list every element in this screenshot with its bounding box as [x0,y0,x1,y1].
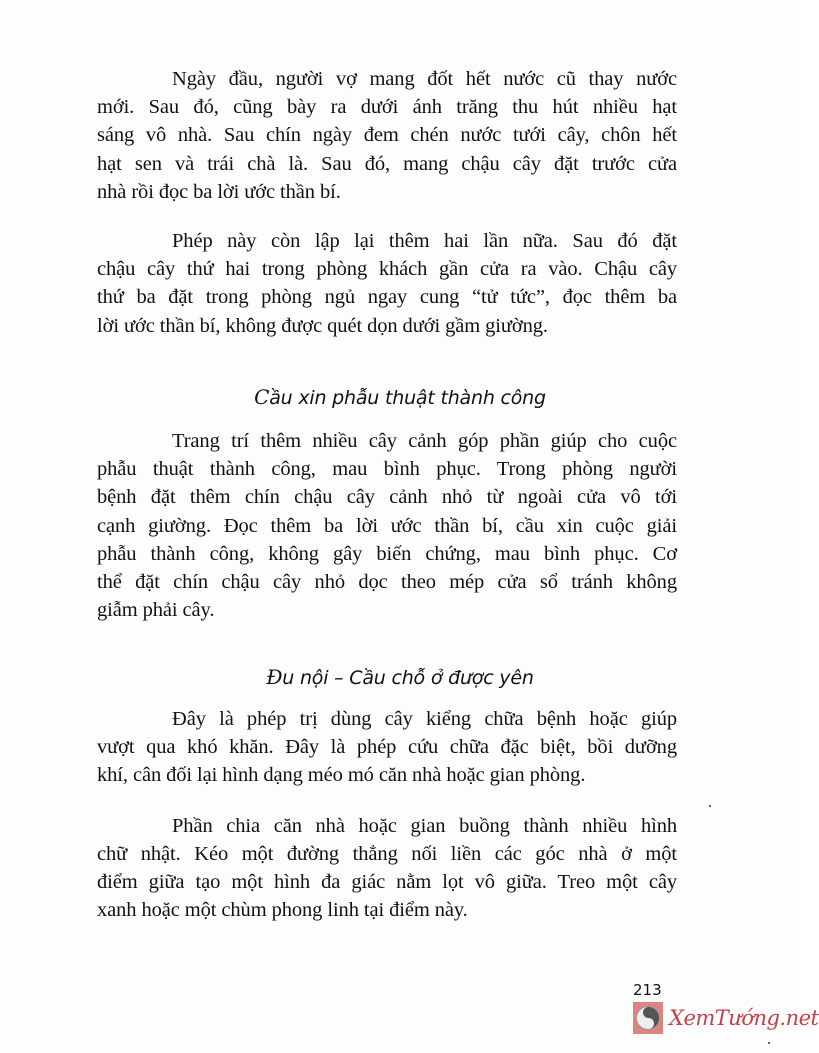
heading-text: ầu xin phẫu thuật thành công [269,387,546,409]
text-line: Ngày đầu, người vợ mang đốt hết nước cũ thay nước [172,68,677,90]
text-line: giẫm phải cây. [97,599,215,622]
scan-speck [709,805,711,807]
text-line: lời ước thần bí, không được quét dọn dưới gầm giường. [97,314,548,337]
text-line: Phần chia căn nhà hoặc gian buồng thành nhiều hình [172,814,677,837]
text-section-3 [97,705,677,924]
text-line: phẫu thuật thành công, mau bình phục. Trong phòng người [97,458,677,481]
scan-speck [768,1042,770,1044]
text-line: mới. Sau đó, cũng bày ra dưới ánh trăng thu hút nhiều hạt [97,96,677,119]
paragraph [97,65,677,206]
text-line: bệnh đặt thêm chín chậu cây cảnh nhỏ từ ngoài cửa vô tới [97,486,677,509]
yin-yang-icon [637,1007,659,1029]
text-line: cạnh giường. Đọc thêm ba lời ước thần bí, cầu xin cuộc giải [97,514,677,537]
section-heading-surgery [0,385,800,409]
text-line: hạt sen và trái chà là. Sau đó, mang chậu cây đặt trước cửa [97,152,677,175]
text-line: nhà rồi đọc ba lời ước thần bí. [97,180,341,203]
text-line: điểm giữa tạo một hình đa giác nằm lọt vô giữa. Treo một cây [97,870,677,893]
section-heading-home [0,665,800,689]
watermark-logo[interactable] [633,1002,819,1034]
text-section-2 [97,427,677,624]
text-line: vượt qua khó khăn. Đây là phép cứu chữa đặc biệt, bồi dưỡng [97,736,677,759]
text-line: Phép này còn lập lại thêm hai lần nữa. Sau đó đặt [172,229,677,252]
paragraph [97,427,677,624]
text-line: Trang trí thêm nhiều cây cảnh góp phần giúp cho cuộc [172,430,677,452]
watermark-text: XemTướng.net [669,1006,819,1030]
text-line: chậu cây thứ hai trong phòng khách gần cửa ra vào. Chậu cây [97,258,677,281]
text-line: thể đặt chín chậu cây nhỏ dọc theo mép cửa sổ tránh không [97,570,677,593]
text-line: sáng vô nhà. Sau chín ngày đem chén nước tưới cây, chôn hết [97,124,677,147]
text-line: khí, cân đối lại hình dạng méo mó căn nhà hoặc gian phòng. [97,764,586,787]
page-number: 213 [633,981,662,999]
paragraph [97,227,677,340]
heading-initial: Đ [266,665,283,689]
text-section-1 [97,65,677,340]
paragraph [97,812,677,925]
text-line: xanh hoặc một chùm phong linh tại điểm này. [97,899,468,922]
text-line: Đây là phép trị dùng cây kiểng chữa bệnh hoặc giúp [172,708,677,730]
text-line: chữ nhật. Kéo một đường thẳng nối liền các góc nhà ở một [97,842,677,865]
heading-text: u nội – Cầu chỗ ở được yên [282,667,534,689]
watermark-badge [633,1002,663,1034]
text-line: phẫu thành công, không gây biến chứng, mau bình phục. Cơ [97,542,677,565]
text-line: thứ ba đặt trong phòng ngủ ngay cung “tử tức”, đọc thêm ba [97,286,677,309]
paragraph [97,705,677,790]
heading-initial: C [254,385,270,409]
